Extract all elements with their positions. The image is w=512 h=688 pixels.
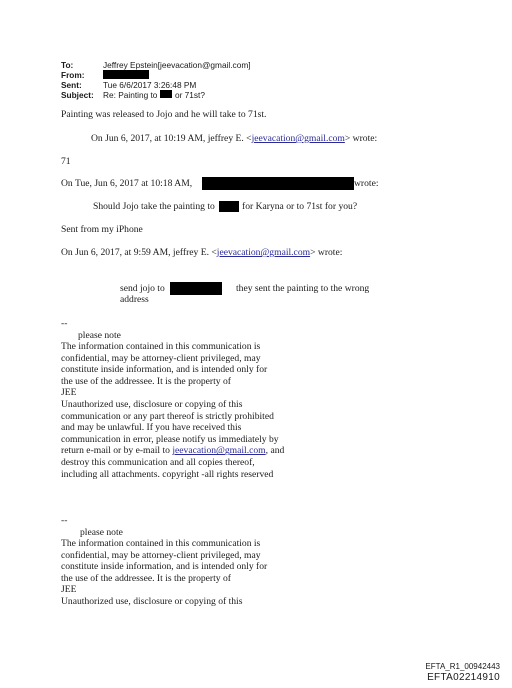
question-redaction: [219, 201, 239, 212]
quote-1-email-link[interactable]: jeevacation@gmail.com: [251, 133, 345, 144]
notice-1-line: confidential, may be attorney-client privileged, may: [61, 352, 261, 364]
footer-id-1: EFTA_R1_00942443: [425, 662, 500, 671]
to-value: Jeffrey Epstein[jeevacation@gmail.com]: [103, 60, 251, 70]
return-suffix: , and: [265, 445, 285, 457]
quote-1-attribution: [91, 133, 377, 144]
notice-2-line: constitute inside information, and is intended only for: [61, 561, 268, 573]
to-label: To:: [61, 60, 74, 70]
notice-1-line: and may be unlawful. If you have received this: [61, 422, 242, 434]
sent-value: Tue 6/6/2017 3:26:48 PM: [103, 80, 197, 90]
reply-71: 71: [61, 156, 71, 167]
notice-2-body: [61, 538, 267, 608]
notice-1-dashes: --: [61, 318, 68, 329]
notice-1-body: [61, 341, 284, 480]
return-prefix: return e-mail or by e-mail to: [61, 445, 173, 457]
quote-1-prefix: On Jun 6, 2017, at 10:19 AM, jeffrey E. <: [91, 133, 252, 144]
wrong-address-line1: they sent the painting to the wrong: [236, 283, 370, 294]
notice-1-line: the use of the addressee. It is the property of: [61, 375, 231, 387]
quote-3-attribution: [61, 247, 342, 258]
notice-1-line: communication or any part thereof is strictly prohibited: [61, 410, 274, 422]
notice-1-return-line: [61, 445, 284, 457]
notice-1-line: communication in error, please notify us immediately by: [61, 433, 279, 445]
quote-2-redaction: [202, 177, 354, 190]
notice-2-line: the use of the addressee. It is the property of: [61, 572, 231, 584]
quote-2-prefix: On Tue, Jun 6, 2017 at 10:18 AM,: [61, 178, 193, 189]
notice-1-line: JEE: [61, 387, 77, 399]
quote-3-suffix: > wrote:: [310, 247, 343, 258]
quote-2-suffix: wrote:: [354, 178, 379, 189]
notice-2-please-note: please note: [80, 527, 123, 538]
question-prefix: Should Jojo take the painting to: [93, 201, 215, 212]
notice-2-dashes: --: [61, 515, 68, 526]
sent-label: Sent:: [61, 80, 82, 90]
notice-1-line: The information contained in this communication is: [61, 341, 261, 352]
footer-id-2: EFTA02214910: [427, 672, 500, 683]
subject-redaction: [160, 90, 172, 98]
notice-2-line: JEE: [61, 584, 77, 596]
quote-1-suffix: > wrote:: [344, 133, 378, 144]
from-redaction: [103, 70, 149, 79]
subject-label: Subject:: [61, 90, 94, 100]
notice-1-please-note: please note: [78, 330, 121, 341]
body-line-released: Painting was released to Jojo and he will take to 71st.: [61, 109, 267, 120]
send-jojo-redaction: [170, 282, 222, 295]
quote-3-prefix: On Jun 6, 2017, at 9:59 AM, jeffrey E. <: [61, 247, 217, 258]
subject-prefix: Re: Painting to: [103, 90, 158, 100]
send-jojo-text: send jojo to: [120, 283, 165, 294]
notice-1-line: destroy this communication and all copies thereof,: [61, 456, 255, 468]
notice-2-line: confidential, may be attorney-client privileged, may: [61, 549, 261, 561]
notice-1-line: Unauthorized use, disclosure or copying of this: [61, 398, 243, 410]
notice-1-line: including all attachments. copyright -all rights reserved: [61, 468, 274, 480]
notice-2-line: The information contained in this communication is: [61, 538, 261, 549]
quote-3-email-link[interactable]: jeevacation@gmail.com: [216, 247, 311, 258]
wrong-address-line2: address: [120, 294, 149, 305]
sent-from-iphone: Sent from my iPhone: [61, 224, 143, 235]
notice-2-line: Unauthorized use, disclosure or copying of this: [61, 595, 243, 607]
notice-1-line: constitute inside information, and is intended only for: [61, 364, 268, 376]
question-suffix: for Karyna or to 71st for you?: [242, 201, 358, 212]
notice-1-email-link[interactable]: jeevacation@gmail.com: [172, 445, 266, 457]
subject-suffix: or 71st?: [175, 90, 205, 100]
from-label: From:: [61, 70, 85, 80]
